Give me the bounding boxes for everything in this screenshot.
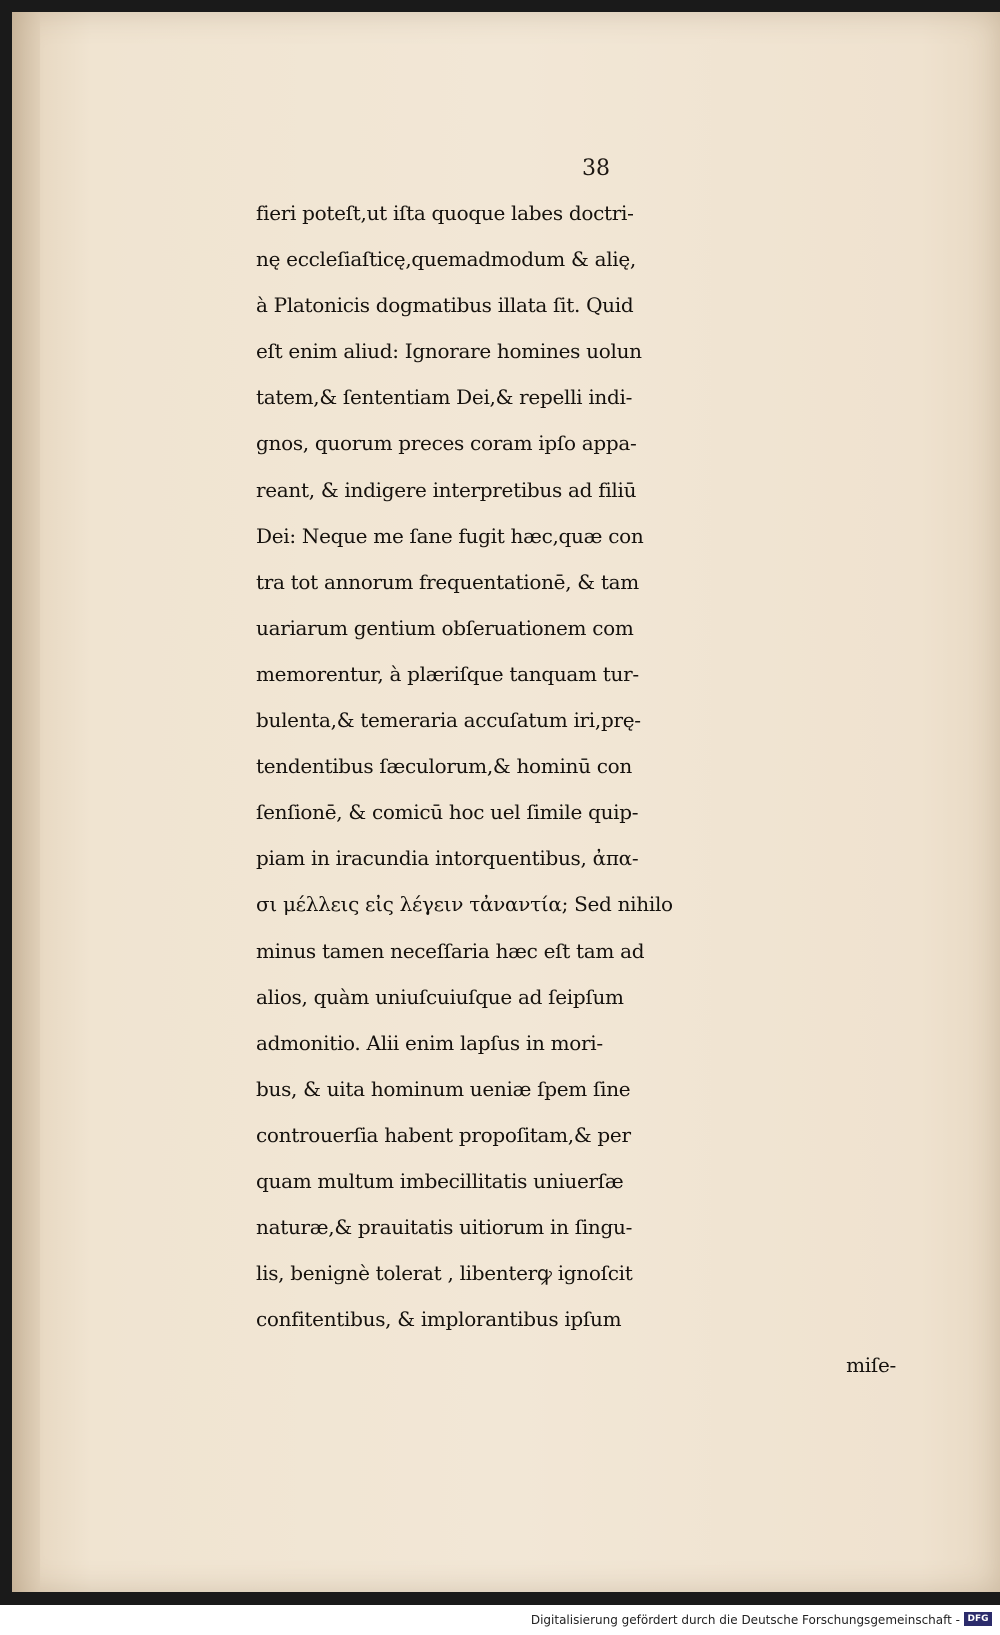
page-number: 38 [582,156,610,181]
text-line: miſe- [846,1353,896,1378]
text-line: gnos, quorum preces coram ipſo appa- [256,431,637,456]
text-line: tra tot annorum frequentationē, & tam [256,569,639,594]
text-line: uariarum gentium obſeruationem com [256,615,634,640]
text-line: minus tamen neceſſaria hæc eſt tam ad [256,938,645,963]
text-line: controuerſia habent propoſitam,& per [256,1122,631,1147]
text-line: piam in iracundia intorquentibus, ἀπα- [256,846,639,871]
text-line: reant, & indigere interpretibus ad filiū [256,477,637,502]
text-line: Dei: Neque me ſane fugit hæc,quæ con [256,523,644,548]
dfg-logo: DFG [964,1612,992,1626]
text-line: lis, benignè tolerat , libenterꝙ ignoſcit [256,1261,633,1286]
text-line: bus, & uita hominum ueniæ ſpem ſine [256,1076,631,1101]
text-line: memorentur, à plæriſque tanquam tur- [256,661,639,686]
text-line: nę eccleſiaſticę,quemadmodum & alię, [256,247,636,272]
footer-credit: Digitalisierung gefördert durch die Deutsche Forschungsgemeinschaft - [530,1613,960,1627]
text-line: tendentibus ſæculorum,& hominū con [256,754,632,779]
page-binding-edge [12,12,40,1592]
text-line: confitentibus, & implorantibus ipſum [256,1307,622,1332]
footer-bar [0,1605,1000,1635]
text-line: à Platonicis dogmatibus illata ſit. Quid [256,293,634,318]
text-line: admonitio. Alii enim lapſus in mori- [256,1030,603,1055]
text-line: bulenta,& temeraria accuſatum iri,prę- [256,708,641,733]
text-line: eſt enim aliud: Ignorare homines uolun [256,339,642,364]
text-line: fieri poteſt,ut iſta quoque labes doctri- [256,201,634,225]
text-line: quam multum imbecillitatis uniuerſæ [256,1168,624,1193]
text-line: tatem,& ſententiam Dei,& repelli indi- [256,385,633,410]
text-line: σι μέλλεις εἰς λέγειν τἀναντία; Sed nihilo [256,892,673,917]
text-line: alios, quàm uniuſcuiuſque ad ſeipſum [256,984,624,1009]
body-text [256,190,956,1388]
text-line: naturæ,& prauitatis uitiorum in ſingu- [256,1215,633,1240]
text-line: ſenſionē, & comicū hoc uel ſimile quip- [256,800,639,825]
